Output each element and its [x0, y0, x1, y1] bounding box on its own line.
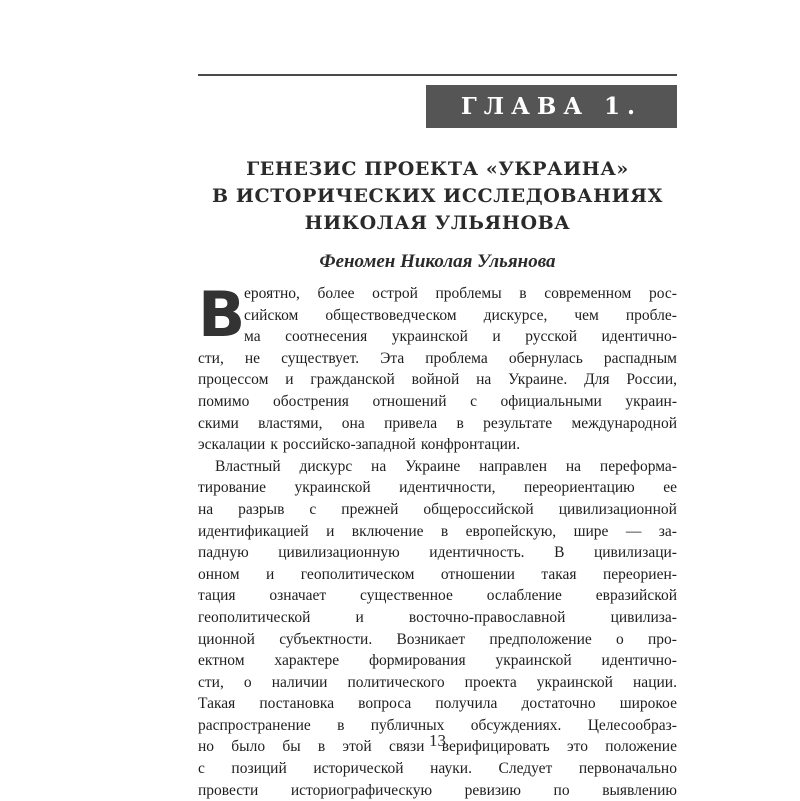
body-line: эскалации к российско-западной конфронтации. — [198, 436, 521, 454]
body-line: скими властями, она привела в результате международной — [198, 414, 677, 432]
body-line: идентификацией и включение в европейскую, шире — за- — [198, 522, 677, 540]
body-line: процессом и гражданской войной на Украине. Для России, — [198, 371, 677, 389]
body-line: геополитической и восточно-православной цивилиза- — [198, 608, 677, 626]
body-line: сийском обществоведческом дискурсе, чем пробле- — [244, 306, 677, 324]
section-title: Феномен Николая Ульянова — [319, 251, 556, 272]
body-line: на разрыв с прежней общероссийской цивилизационной — [198, 500, 677, 518]
body-line: тирование украинской идентичности, переориентацию ее — [198, 479, 677, 497]
body-line: ектном характере формирования украинской идентично- — [198, 652, 677, 670]
body-line: с позиций исторической науки. Следует первоначально — [198, 760, 677, 778]
chapter-label: ГЛАВА 1. — [426, 85, 677, 128]
body-line: тация означает существенное ослабление евразийской — [198, 587, 677, 605]
body-line: помимо обострения отношений с официальными украин- — [198, 392, 677, 410]
body-line: ма соотнесения украинской и русской идентично- — [244, 328, 677, 346]
body-line: распространение в публичных обсуждениях. Целесообраз- — [198, 716, 677, 734]
chapter-title-line: НИКОЛАЯ УЛЬЯНОВА — [304, 212, 571, 234]
body-line: сти, о наличии политического проекта украинской нации. — [198, 673, 677, 691]
drop-cap: В — [198, 278, 246, 351]
body-line: сти, не существует. Эта проблема обернулась распадным — [198, 349, 677, 367]
chapter-title — [198, 156, 677, 237]
body-line: Такая постановка вопроса получила достаточно широкое — [198, 695, 677, 713]
body-text — [198, 278, 677, 801]
body-line: онном и геополитическом отношении такая переориен- — [198, 565, 677, 583]
body-line: но было бы в этой связи верифицировать это положение — [198, 738, 677, 756]
header-rule — [198, 74, 677, 76]
chapter-title-line: ГЕНЕЗИС ПРОЕКТА «УКРАИНА» — [246, 158, 629, 180]
page-number: 13 — [429, 731, 446, 750]
chapter-title-line: В ИСТОРИЧЕСКИХ ИССЛЕДОВАНИЯХ — [212, 185, 663, 207]
body-line: Властный дискурс на Украине направлен на переформа- — [215, 457, 677, 475]
body-line: ционной субъектности. Возникает предположение о про- — [198, 630, 677, 648]
body-line: провести историографическую ревизию по выявлению — [198, 781, 677, 799]
body-line: ероятно, более острой проблемы в современном рос- — [244, 285, 677, 302]
body-line: падную цивилизационную идентичность. В цивилизаци- — [198, 544, 677, 562]
